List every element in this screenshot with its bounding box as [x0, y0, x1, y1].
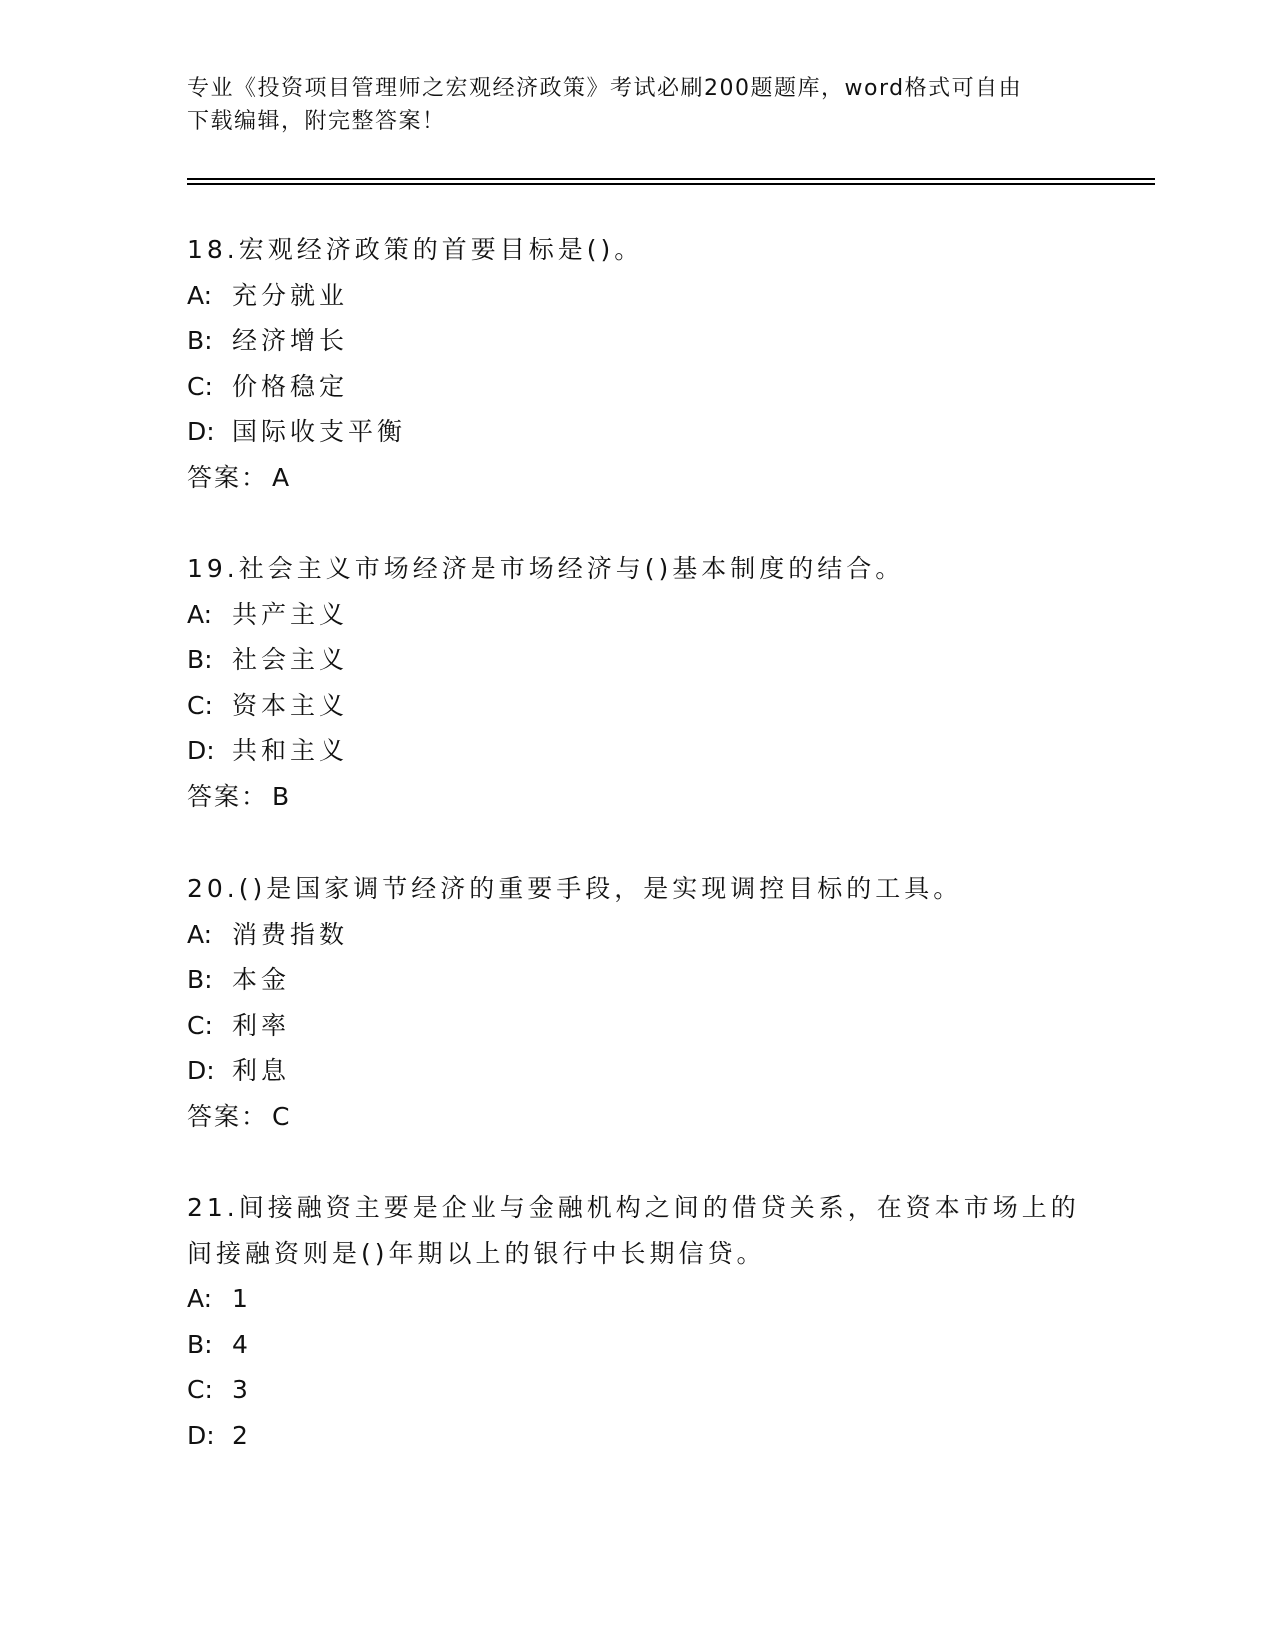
option-d: [187, 409, 1087, 455]
option-c: [187, 1003, 1087, 1049]
answer-line: [187, 774, 1087, 820]
document-header: [187, 72, 1087, 138]
option-b: [187, 1322, 1087, 1368]
question-stem: [187, 227, 1087, 273]
option-text: 共产主义: [232, 599, 349, 629]
option-b: [187, 957, 1087, 1003]
option-label: D:: [187, 1056, 215, 1085]
header-line-1: 专业《投资项目管理师之宏观经济政策》考试必刷200题题库，word格式可自由: [187, 76, 1023, 101]
option-text: 2: [232, 1420, 252, 1450]
option-d: [187, 1413, 1087, 1459]
answer-label: 答案：: [187, 462, 269, 492]
option-text: 充分就业: [232, 280, 349, 310]
question-18: [187, 227, 1087, 500]
option-c: [187, 364, 1087, 410]
option-text: 社会主义: [232, 645, 349, 674]
option-text: 4: [232, 1329, 252, 1359]
option-text: 本金: [232, 965, 291, 994]
option-text: 利率: [232, 1010, 291, 1040]
answer-value: C: [272, 1101, 292, 1131]
option-label: B:: [187, 326, 213, 355]
option-label: C:: [187, 371, 213, 401]
question-text: 间接融资主要是企业与金融机构之间的借贷关系，在资本市场上的: [238, 1193, 1080, 1222]
question-20: [187, 866, 1087, 1139]
question-text: 间接融资则是()年期以上的银行中长期信贷。: [187, 1238, 766, 1268]
question-text: 宏观经济政策的首要目标是()。: [238, 235, 644, 264]
question-stem-line-1: [187, 1185, 1087, 1231]
header-rule-bottom: [187, 183, 1155, 185]
question-text: ()是国家调节经济的重要手段，是实现调控目标的工具。: [238, 874, 963, 903]
question-text: 社会主义市场经济是市场经济与()基本制度的结合。: [238, 554, 905, 583]
option-text: 共和主义: [232, 736, 349, 765]
option-b: [187, 318, 1087, 364]
option-d: [187, 1048, 1087, 1094]
question-number: 19.: [187, 554, 239, 583]
option-label: C:: [187, 1010, 213, 1040]
option-text: 经济增长: [232, 326, 349, 355]
option-label: B:: [187, 965, 213, 994]
answer-label: 答案：: [187, 1101, 269, 1131]
option-text: 国际收支平衡: [232, 417, 407, 446]
option-text: 资本主义: [232, 690, 349, 720]
header-rule-top: [187, 178, 1155, 180]
question-stem: [187, 866, 1087, 912]
option-text: 价格稳定: [232, 371, 349, 401]
question-number: 21.: [187, 1193, 239, 1222]
option-label: D:: [187, 736, 215, 765]
option-a: [187, 273, 1087, 319]
option-label: A:: [187, 919, 213, 949]
option-c: [187, 1367, 1087, 1413]
option-label: A:: [187, 280, 213, 310]
question-number: 18.: [187, 235, 239, 264]
option-text: 1: [232, 1284, 252, 1313]
question-21: [187, 1185, 1087, 1458]
option-label: A:: [187, 1284, 213, 1313]
option-b: [187, 637, 1087, 683]
option-label: C:: [187, 690, 213, 720]
option-text: 利息: [232, 1056, 291, 1085]
answer-line: [187, 1094, 1087, 1140]
option-text: 3: [232, 1375, 252, 1404]
question-stem: [187, 546, 1087, 592]
option-c: [187, 683, 1087, 729]
answer-value: A: [272, 462, 292, 492]
answer-line: [187, 455, 1087, 501]
option-text: 消费指数: [232, 919, 349, 949]
answer-value: B: [272, 781, 292, 811]
option-label: C:: [187, 1375, 213, 1404]
option-d: [187, 728, 1087, 774]
option-label: D:: [187, 417, 215, 446]
option-label: B:: [187, 645, 213, 674]
answer-label: 答案：: [187, 781, 269, 811]
question-number: 20.: [187, 874, 239, 903]
option-a: [187, 912, 1087, 958]
header-line-2: 下载编辑，附完整答案！: [187, 109, 446, 134]
question-stem-line-2: [187, 1231, 1087, 1277]
question-19: [187, 546, 1087, 819]
option-label: A:: [187, 599, 213, 629]
option-a: [187, 1276, 1087, 1322]
option-label: D:: [187, 1420, 215, 1450]
option-label: B:: [187, 1329, 213, 1359]
option-a: [187, 592, 1087, 638]
